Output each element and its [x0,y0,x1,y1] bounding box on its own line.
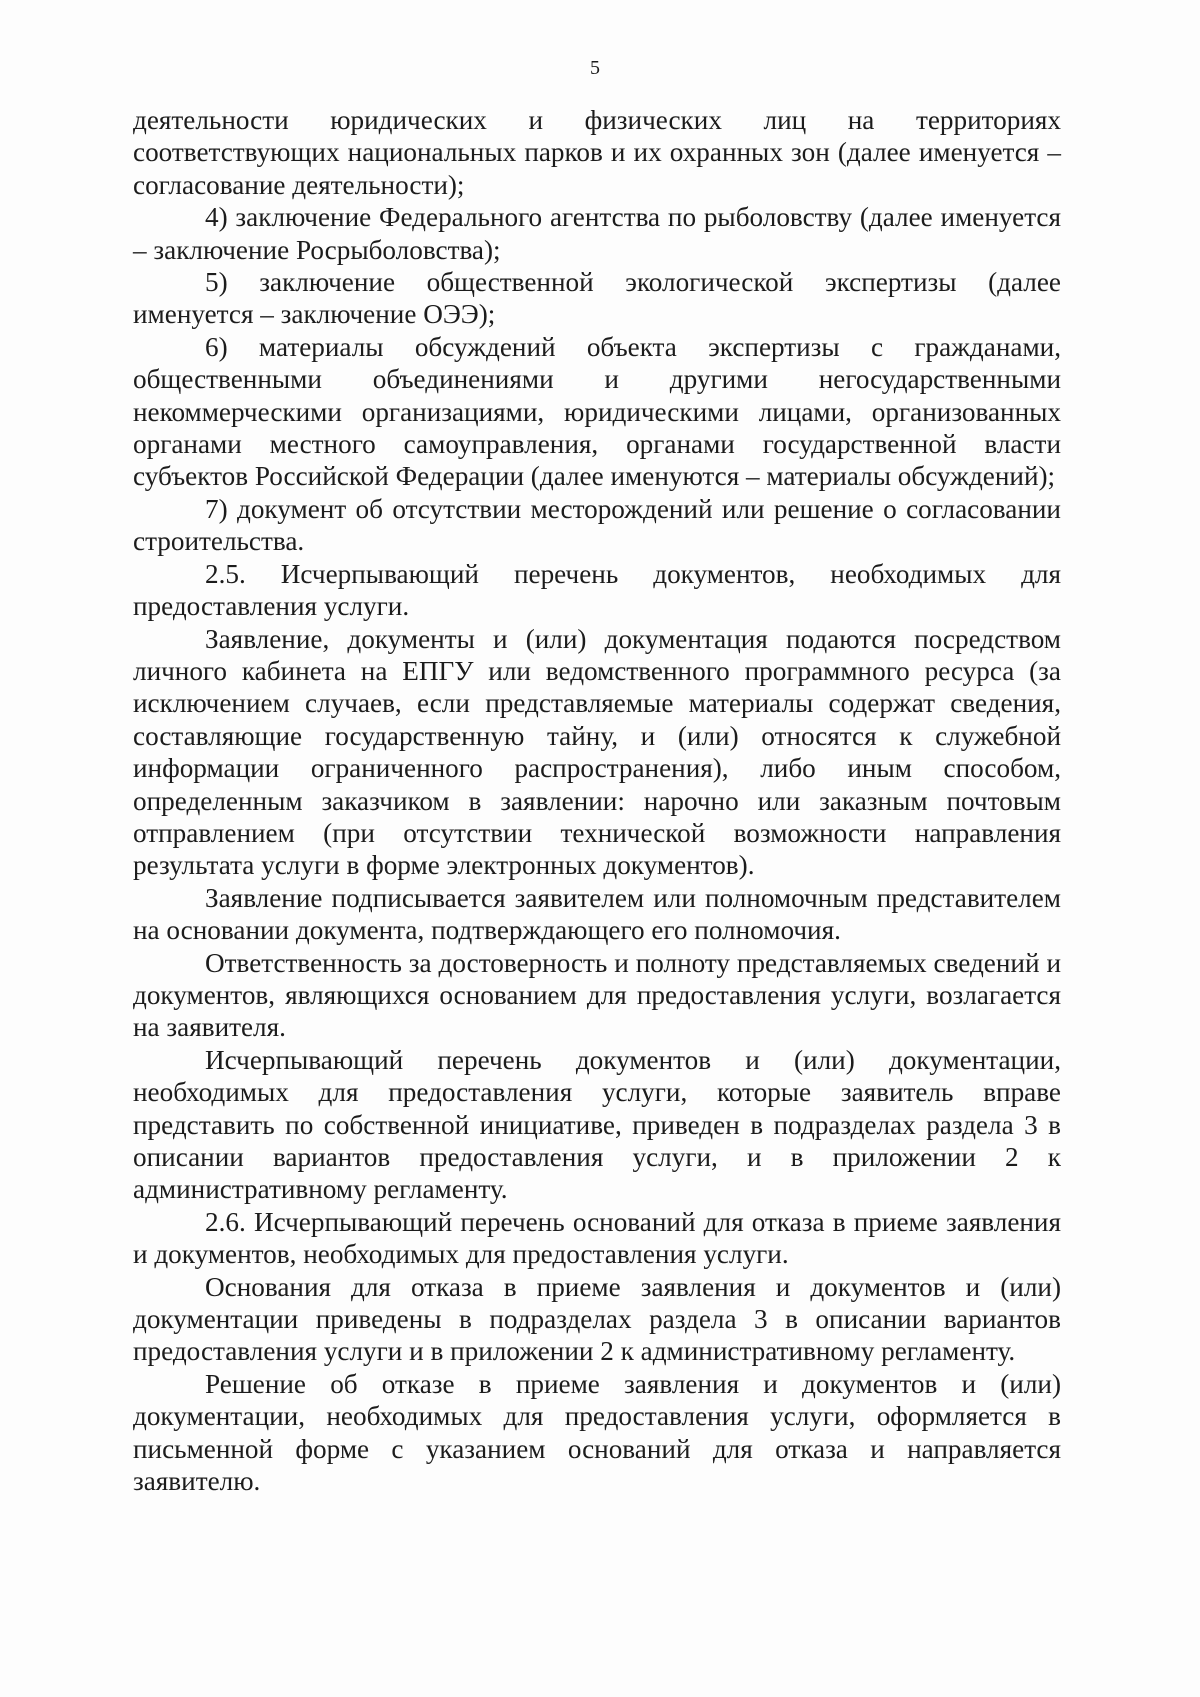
list-item-6: 6) материалы обсуждений объекта экспертизы с гражданами, общественными объединениями и другими негосударственными некоммерческими организациями, юридическими лицами, организованных органами местного самоуправления, органами государственной власти субъектов Российской Федерации (далее именуются – материалы обсуждений); [133,331,1061,492]
paragraph: Основания для отказа в приеме заявления и документов и (или) документации приведены в подразделах раздела 3 в описании вариантов предоставления услуги и в приложении 2 к административному регламенту. [133,1271,1061,1367]
page-number: 5 [590,57,600,79]
section-heading-2-5: 2.5. Исчерпывающий перечень документов, необходимых для предоставления услуги. [133,558,1061,622]
list-item-4: 4) заключение Федерального агентства по рыболовству (далее именуется – заключение Росрыболовства); [133,202,1061,265]
paragraph: Заявление, документы и (или) документация подаются посредством личного кабинета на ЕПГУ или ведомственного программного ресурса (за исключением случаев, если представляемые материалы содержат сведения, составляющие государственную тайну, и (или) относятся к служебной информации ограниченного распространения), либо иным способом, определенным заказчиком в заявлении: нарочно или заказным почтовым отправлением (при отсутствии технической возможности направления результата услуги в форме электронных документов). [133,623,1061,881]
paragraph-continuation: деятельности юридических и физических лиц на территориях соответствующих национальных парков и их охранных зон (далее именуется – согласование деятельности); [133,105,1061,200]
document-body [133,104,1061,1497]
paragraph: Заявление подписывается заявителем или полномочным представителем на основании документа, подтверждающего его полномочия. [133,882,1061,946]
list-item-7: 7) документ об отсутствии месторождений или решение о согласовании строительства. [133,493,1061,557]
section-heading-2-6: 2.6. Исчерпывающий перечень оснований для отказа в приеме заявления и документов, необходимых для предоставления услуги. [133,1206,1061,1270]
paragraph: Ответственность за достоверность и полноту представляемых сведений и документов, являющихся основанием для предоставления услуги, возлагается на заявителя. [133,947,1061,1043]
paragraph: Исчерпывающий перечень документов и (или) документации, необходимых для предоставления услуги, которые заявитель вправе представить по собственной инициативе, приведен в подразделах раздела 3 в описании вариантов предоставления услуги, и в приложении 2 к административному регламенту. [133,1044,1061,1205]
paragraph: Решение об отказе в приеме заявления и документов и (или) документации, необходимых для предоставления услуги, оформляется в письменной форме с указанием оснований для отказа и направляется заявителю. [133,1368,1061,1497]
list-item-5: 5) заключение общественной экологической экспертизы (далее именуется – заключение ОЭЭ); [133,267,1061,330]
